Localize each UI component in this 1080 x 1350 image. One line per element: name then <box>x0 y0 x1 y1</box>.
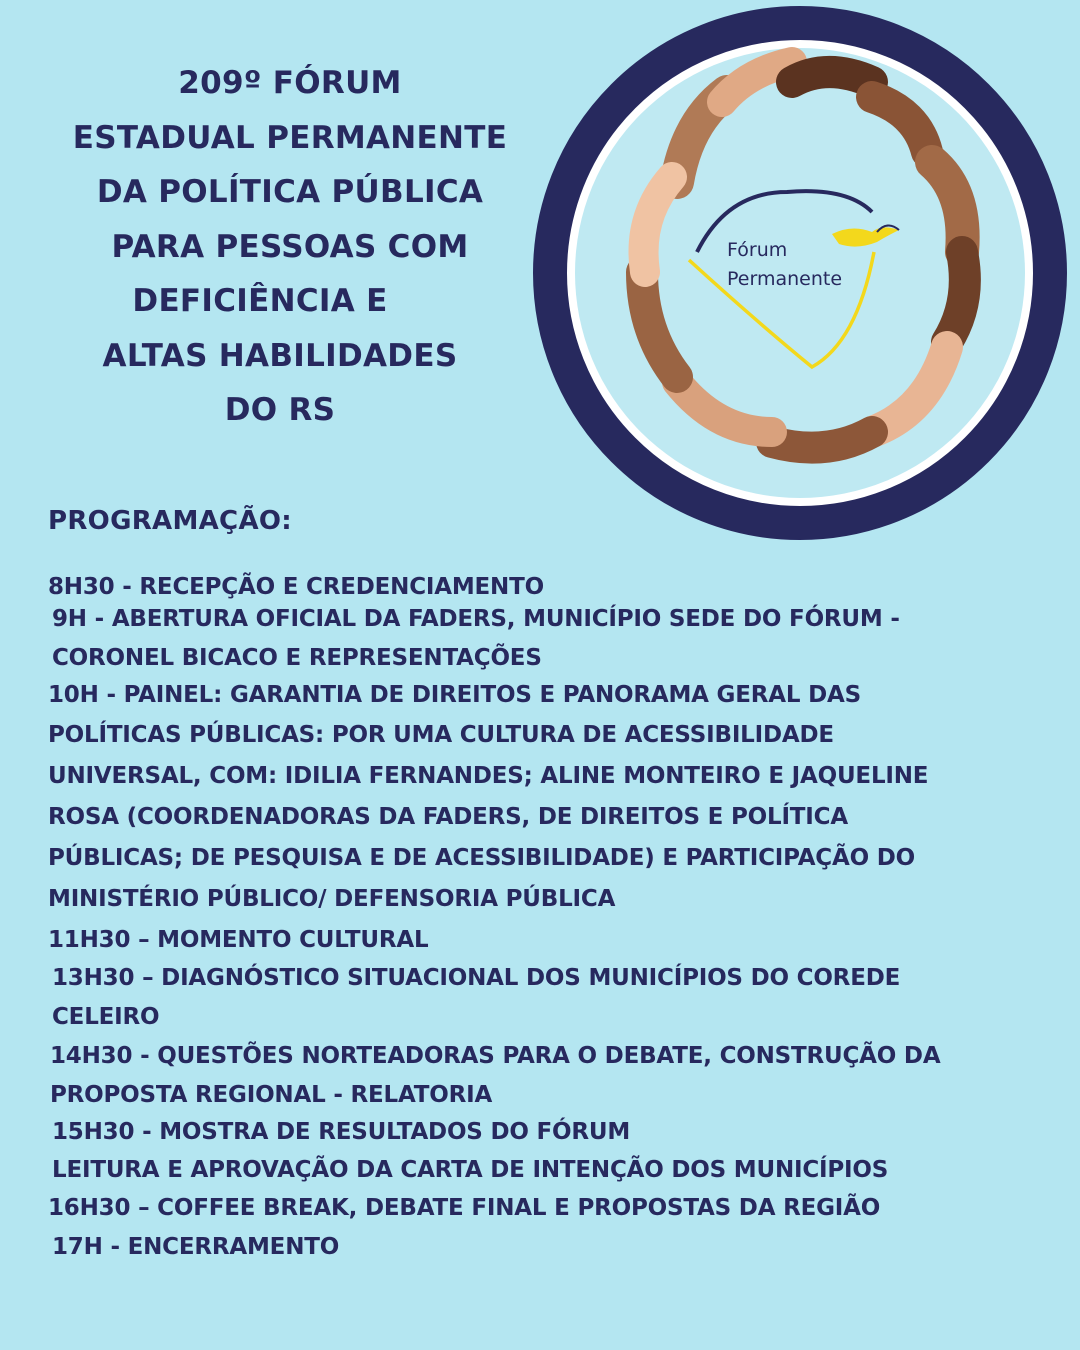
title-line: PARA PESSOAS COM <box>111 228 469 265</box>
title-line: DA POLÍTICA PÚBLICA <box>96 174 484 210</box>
event-title <box>40 56 540 438</box>
schedule-line: 11H30 – MOMENTO CULTURAL <box>48 927 429 953</box>
schedule-line: LEITURA E APROVAÇÃO DA CARTA DE INTENÇÃO DOS MUNICÍPIOS <box>52 1157 889 1183</box>
schedule-line: MINISTÉRIO PÚBLICO/ DEFENSORIA PÚBLICA <box>48 886 616 912</box>
schedule-line: 10H - PAINEL: GARANTIA DE DIREITOS E PANORAMA GERAL DAS <box>48 682 861 708</box>
logo-text-forum: Fórum <box>727 239 788 261</box>
schedule-line: UNIVERSAL, COM: IDILIA FERNANDES; ALINE MONTEIRO E JAQUELINE <box>48 763 929 789</box>
programacao-heading: PROGRAMAÇÃO: <box>48 506 292 536</box>
schedule-line: 16H30 – COFFEE BREAK, DEBATE FINAL E PROPOSTAS DA REGIÃO <box>48 1195 881 1221</box>
schedule-line: 15H30 - MOSTRA DE RESULTADOS DO FÓRUM <box>52 1119 631 1145</box>
schedule-line: 17H - ENCERRAMENTO <box>52 1234 340 1260</box>
schedule-line: 13H30 – DIAGNÓSTICO SITUACIONAL DOS MUNICÍPIOS DO COREDE <box>52 965 901 991</box>
title-line: DO RS <box>224 392 336 428</box>
schedule-line: POLÍTICAS PÚBLICAS: POR UMA CULTURA DE ACESSIBILIDADE <box>48 722 834 748</box>
schedule-line: PÚBLICAS; DE PESQUISA E DE ACESSIBILIDADE) E PARTICIPAÇÃO DO <box>48 845 915 871</box>
logo-text-permanente: Permanente <box>727 268 843 290</box>
schedule-line: CELEIRO <box>52 1004 160 1030</box>
schedule-line: ROSA (COORDENADORAS DA FADERS, DE DIREITOS E POLÍTICA <box>48 804 848 830</box>
schedule-line: CORONEL BICACO E REPRESENTAÇÕES <box>52 645 542 671</box>
schedule-line: PROPOSTA REGIONAL - RELATORIA <box>50 1082 493 1108</box>
schedule-line: 8H30 - RECEPÇÃO E CREDENCIAMENTO <box>48 574 544 600</box>
title-line: ESTADUAL PERMANENTE <box>72 119 508 156</box>
title-line: 209º FÓRUM <box>178 65 402 101</box>
schedule-line: 9H - ABERTURA OFICIAL DA FADERS, MUNICÍPIO SEDE DO FÓRUM - <box>52 606 900 632</box>
schedule-line: 14H30 - QUESTÕES NORTEADORAS PARA O DEBATE, CONSTRUÇÃO DA <box>50 1043 941 1069</box>
title-line: DEFICIÊNCIA E <box>132 283 388 319</box>
forum-logo <box>527 2 1073 548</box>
title-line: ALTAS HABILIDADES <box>102 337 458 374</box>
